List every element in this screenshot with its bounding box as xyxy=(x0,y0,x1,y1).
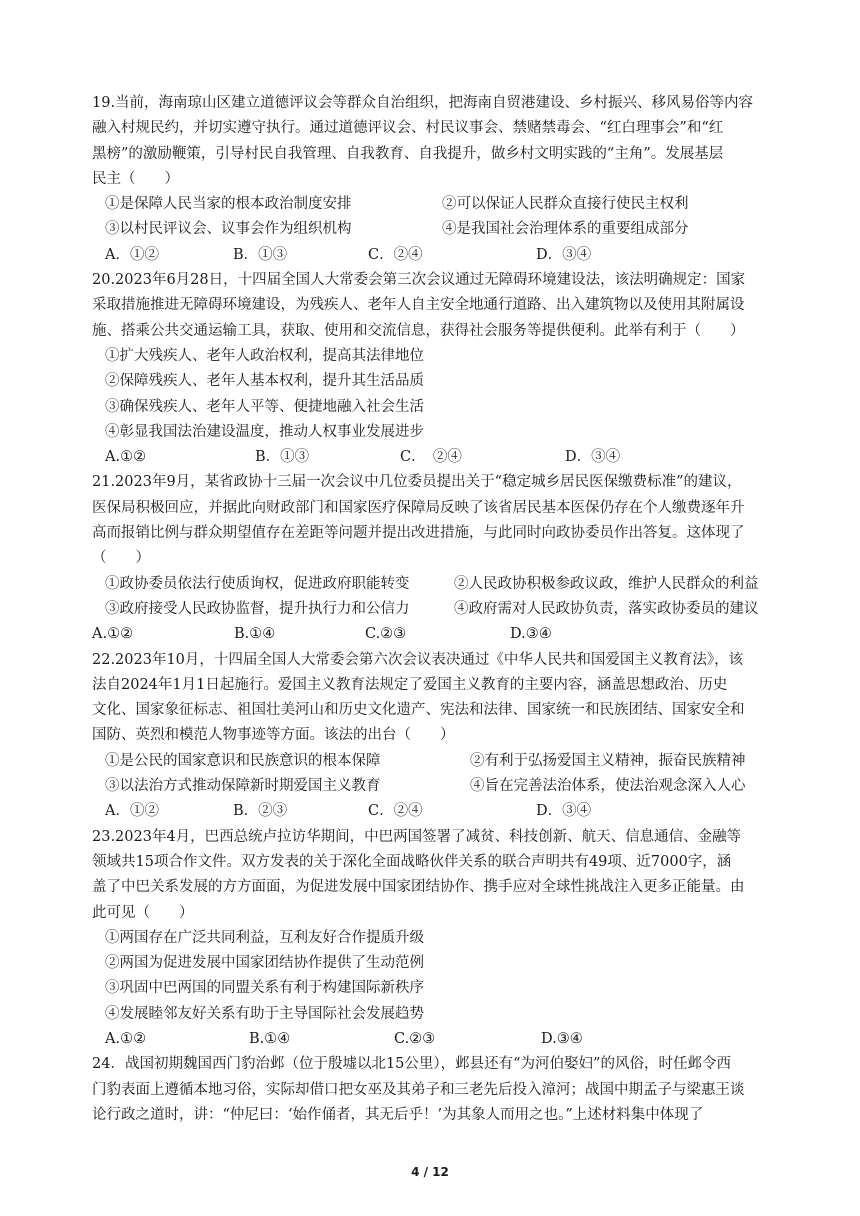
question-22 xyxy=(92,648,780,825)
statement-item: ①两国存在广泛共同利益，互利友好合作提质升级 xyxy=(105,929,424,946)
statement-item: ④彰显我国法治建设温度，推动人权事业发展进步 xyxy=(105,423,424,440)
question-stem-line: 门豹表面上遵循本地习俗，实际却借口把女巫及其弟子和三老先后投入漳河；战国中期孟子与梁惠王谈 xyxy=(92,1081,745,1098)
question-20 xyxy=(92,268,780,470)
statement-item: ②人民政协积极参政议政，维护人民群众的利益 xyxy=(454,575,759,592)
choice-row xyxy=(92,445,780,470)
question-stem-line: 民主（ ） xyxy=(92,170,179,187)
statement-item: ③确保残疾人、老年人平等、便捷地融入社会生活 xyxy=(105,398,424,415)
choice-b[interactable]: B.①④ xyxy=(249,1030,291,1047)
question-stem-line: 文化、国家象征标志、祖国壮美河山和历史文化遗产、宪法和法律、国家统一和民族团结、国家安全和 xyxy=(92,702,745,719)
question-stem-line: 21.2023年9月，某省政协十三届一次会议中几位委员提出关于“稳定城乡居民医保缴费标准”的建议， xyxy=(92,474,742,491)
question-stem-line: 论行政之道时，讲：“仲尼曰：‘始作俑者，其无后乎！’为其象人而用之也。”上述材料集中体现了 xyxy=(92,1106,704,1123)
choice-c[interactable]: C．②④ xyxy=(368,803,423,820)
statement-item: ③政府接受人民政协监督，提升执行力和公信力 xyxy=(105,600,410,617)
question-list xyxy=(92,91,780,1128)
statement-row xyxy=(92,192,780,217)
statement-item: ②两国为促进发展中国家团结协作提供了生动范例 xyxy=(105,955,424,972)
choice-b[interactable]: B．①③ xyxy=(255,449,310,466)
statement-item: ③以村民评议会、议事会作为组织机构 xyxy=(105,221,352,238)
page-number: 4 / 12 xyxy=(411,1165,449,1179)
choice-row xyxy=(92,799,780,824)
statement-item: ②保障残疾人、老年人基本权利，提升其生活品质 xyxy=(105,373,424,390)
choice-c[interactable]: C.②③ xyxy=(365,626,407,643)
choice-row xyxy=(92,243,780,268)
choice-row xyxy=(92,1027,780,1052)
statement-row xyxy=(92,749,780,774)
question-stem-line: 盖了中巴关系发展的方方面面，为促进发展中国家团结协作、携手应对全球性挑战注入更多正能量。由 xyxy=(92,879,745,896)
question-23 xyxy=(92,825,780,1053)
question-stem-line: 采取措施推进无障碍环境建设，为残疾人、老年人自主安全地通行道路、出入建筑物以及使用其附属设 xyxy=(92,297,745,314)
question-stem-line: 22.2023年10月，十四届全国人大常委会第六次会议表决通过《中华人民共和国爱国主义教育法》，该 xyxy=(92,651,744,668)
statement-item: ①政协委员依法行使质询权，促进政府职能转变 xyxy=(105,575,410,592)
question-stem-line: 融入村规民约，并切实遵守执行。通过道德评议会、村民议事会、禁赌禁毒会、“红白理事会”和“红 xyxy=(92,120,724,137)
question-stem-line: 此可见（ ） xyxy=(92,904,194,921)
question-24 xyxy=(92,1052,780,1128)
statement-item: ④政府需对人民政协负责，落实政协委员的建议 xyxy=(454,600,759,617)
statement-item: ①是公民的国家意识和民族意识的根本保障 xyxy=(105,752,381,769)
choice-b[interactable]: B．②③ xyxy=(233,803,288,820)
question-stem-line: （ ） xyxy=(92,550,150,567)
choice-a[interactable]: A．①② xyxy=(105,246,159,263)
choice-a[interactable]: A．①② xyxy=(105,803,159,820)
statement-item: ①是保障人民当家的根本政治制度安排 xyxy=(105,196,352,213)
statement-item: ②可以保证人民群众直接行使民主权利 xyxy=(442,196,689,213)
question-stem-line: 黑榜”的激励鞭策，引导村民自我管理、自我教育、自我提升，做乡村文明实践的“主角”。发展基层 xyxy=(92,145,724,162)
choice-a[interactable]: A.①② xyxy=(92,626,134,643)
choice-a[interactable]: A.①② xyxy=(105,1030,147,1047)
question-stem-line: 24．战国初期魏国西门豹治邺（位于殷墟以北15公里），邺县还有“为河伯娶妇”的风俗，时任邺令西 xyxy=(92,1056,731,1073)
question-stem-line: 23.2023年4月，巴西总统卢拉访华期间，中巴两国签署了减贫、科技创新、航天、信息通信、金融等 xyxy=(92,828,742,845)
choice-d[interactable]: D.③④ xyxy=(510,626,552,643)
choice-d[interactable]: D．③④ xyxy=(565,449,621,466)
question-19 xyxy=(92,91,780,268)
statement-row xyxy=(92,597,780,622)
statement-row xyxy=(92,217,780,242)
statement-item: ④发展睦邻友好关系有助于主导国际社会发展趋势 xyxy=(105,1005,424,1022)
question-stem-line: 法自2024年1月1日起施行。爱国主义教育法规定了爱国主义教育的主要内容，涵盖思想政治、历史 xyxy=(92,676,728,693)
choice-d[interactable]: D．③④ xyxy=(536,246,592,263)
question-stem-line: 20.2023年6月28日，十四届全国人大常委会第三次会议通过无障碍环境建设法，该法明确规定：国家 xyxy=(92,272,746,289)
choice-b[interactable]: B.①④ xyxy=(234,626,276,643)
choice-b[interactable]: B．①③ xyxy=(233,246,288,263)
statement-item: ③以法治方式推动保障新时期爱国主义教育 xyxy=(105,778,381,795)
question-21 xyxy=(92,470,780,647)
choice-a[interactable]: A.①② xyxy=(105,449,147,466)
statement-item: ②有利于弘扬爱国主义精神，振奋民族精神 xyxy=(470,752,746,769)
question-stem-line: 国防、英烈和模范人物事迹等方面。该法的出台（ ） xyxy=(92,727,455,744)
choice-d[interactable]: D．③④ xyxy=(536,803,592,820)
question-stem-line: 19.当前，海南琼山区建立道德评议会等群众自治组织，把海南自贸港建设、乡村振兴、移风易俗等内容 xyxy=(92,95,754,111)
choice-c[interactable]: C． ②④ xyxy=(400,449,462,466)
statement-item: ③巩固中巴两国的同盟关系有利于构建国际新秩序 xyxy=(105,980,424,997)
choice-c[interactable]: C.②③ xyxy=(394,1030,436,1047)
statement-item: ①扩大残疾人、老年人政治权利，提高其法律地位 xyxy=(105,347,424,364)
question-stem-line: 高而报销比例与群众期望值存在差距等问题并提出改进措施，与此同时向政协委员作出答复。这体现了 xyxy=(92,525,745,542)
statement-row xyxy=(92,774,780,799)
question-stem-line: 医保局积极回应，并据此向财政部门和国家医疗保障局反映了该省居民基本医保仍存在个人缴费逐年升 xyxy=(92,499,745,516)
choice-row xyxy=(92,622,780,647)
question-stem-line: 施、搭乘公共交通运输工具，获取、使用和交流信息，获得社会服务等提供便利。此举有利于（ ） xyxy=(92,322,745,339)
choice-d[interactable]: D.③④ xyxy=(541,1030,583,1047)
statement-item: ④是我国社会治理体系的重要组成部分 xyxy=(442,221,689,238)
statement-row xyxy=(92,572,780,597)
choice-c[interactable]: C．②④ xyxy=(368,246,423,263)
question-stem-line: 领域共15项合作文件。双方发表的关于深化全面战略伙伴关系的联合声明共有49项、近7000字，涵 xyxy=(92,853,732,870)
statement-item: ④旨在完善法治体系，使法治观念深入人心 xyxy=(470,778,746,795)
